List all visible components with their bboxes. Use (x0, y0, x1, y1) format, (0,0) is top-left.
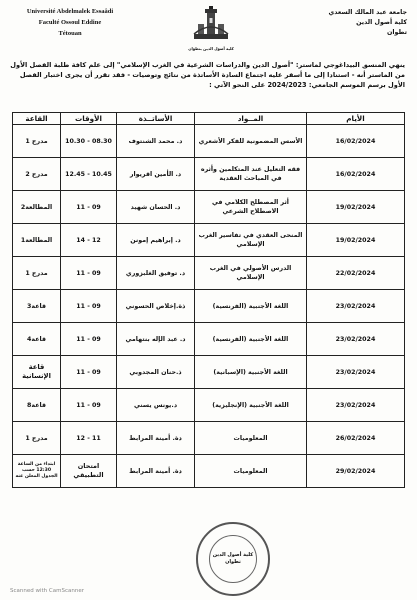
date-cell: 19/02/2024 (307, 224, 405, 257)
subject-cell: فقه التعليل عند المتكلمين وأثره في المباحث العقدية (195, 158, 307, 191)
professor-cell: د. الأمين اقريوار (117, 158, 195, 191)
table-header-row (13, 113, 405, 125)
logo-caption: كلية أصول الدين بتطوان (188, 46, 234, 51)
room-cell: مدرج 2 (13, 158, 61, 191)
professor-cell: دة. أمينة المرابط (117, 422, 195, 455)
date-cell: 23/02/2024 (307, 290, 405, 323)
time-cell: 09 - 11 (61, 257, 117, 290)
official-stamp (196, 522, 270, 596)
table-row (13, 323, 405, 356)
professor-cell: د. إبراهيم إمونن (117, 224, 195, 257)
professor-cell: د. محمد الشنتوف (117, 125, 195, 158)
professor-cell: د.يونس يسني (117, 389, 195, 422)
date-cell: 16/02/2024 (307, 158, 405, 191)
professor-cell: د. توفيق الغلبزوري (117, 257, 195, 290)
room-cell: قاعة الإنسانية (13, 356, 61, 389)
minaret-logo-icon (180, 6, 242, 42)
room-cell: ابتداء من الساعة 12:30 حسب الجدول المعلن عنه (13, 455, 61, 488)
header-days: الأيام (307, 113, 405, 125)
header-room: القاعة (13, 113, 61, 125)
room-cell: قاعة3 (13, 290, 61, 323)
header-subjects: المــواد (195, 113, 307, 125)
time-cell: 08.30 - 10.30 (61, 125, 117, 158)
professor-cell: دة. أمينة المرابط (117, 455, 195, 488)
subject-cell: اللغة الأجنبية (الفرنسية) (195, 323, 307, 356)
header-right-arabic (297, 8, 407, 38)
faculty-logo (180, 6, 242, 50)
subject-cell: اللغة الأجنبية (الإسبانية) (195, 356, 307, 389)
table-row (13, 257, 405, 290)
date-cell: 23/02/2024 (307, 389, 405, 422)
time-cell: امتحان التطبيقي (61, 455, 117, 488)
date-cell: 23/02/2024 (307, 323, 405, 356)
room-cell: قاعة8 (13, 389, 61, 422)
header-professors: الأساتــذة (117, 113, 195, 125)
date-cell: 22/02/2024 (307, 257, 405, 290)
date-cell: 19/02/2024 (307, 191, 405, 224)
subject-cell: الأسس المضمونية للفكر الأشعري (195, 125, 307, 158)
table-row (13, 290, 405, 323)
city-name-ar: تطوان (387, 29, 407, 36)
table-row (13, 455, 405, 488)
university-name-ar: جامعة عبد المالك السعدي (328, 9, 407, 16)
table-row (13, 158, 405, 191)
professor-cell: د. الحسان شهيد (117, 191, 195, 224)
room-cell: المطالعة2 (13, 191, 61, 224)
table-row (13, 422, 405, 455)
time-cell: 12 - 14 (61, 224, 117, 257)
subject-cell: اللغة الأجنبية (الفرنسية) (195, 290, 307, 323)
exam-schedule-table (12, 112, 405, 488)
table-row (13, 191, 405, 224)
time-cell: 09 - 11 (61, 191, 117, 224)
subject-cell: المعلوميات (195, 422, 307, 455)
table-row (13, 125, 405, 158)
date-cell: 29/02/2024 (307, 455, 405, 488)
scanner-watermark: Scanned with CamScanner (10, 588, 84, 594)
professor-cell: د. عبد الإله بنتهامي (117, 323, 195, 356)
date-cell: 16/02/2024 (307, 125, 405, 158)
header-times: الأوقات (61, 113, 117, 125)
time-cell: 11 - 12 (61, 422, 117, 455)
room-cell: قاعة4 (13, 323, 61, 356)
room-cell: المطالعة1 (13, 224, 61, 257)
time-cell: 10.45 - 12.45 (61, 158, 117, 191)
room-cell: مدرج 1 (13, 422, 61, 455)
date-cell: 26/02/2024 (307, 422, 405, 455)
header-left-french (10, 6, 130, 39)
subject-cell: المعلوميات (195, 455, 307, 488)
subject-cell: المنحى العقدي في تفاسير الغرب الإسلامي (195, 224, 307, 257)
faculty-name-fr: Faculté Ossoul Eddine (38, 19, 102, 26)
city-name-fr: Tétouan (58, 30, 82, 37)
time-cell: 09 - 11 (61, 323, 117, 356)
university-name-fr: Université Abdelmalek Essaâdi (26, 8, 114, 15)
table-row (13, 224, 405, 257)
time-cell: 09 - 11 (61, 290, 117, 323)
subject-cell: الدرس الأصولي في الغرب الإسلامي (195, 257, 307, 290)
room-cell: مدرج 1 (13, 257, 61, 290)
table-row (13, 356, 405, 389)
table-row (13, 389, 405, 422)
subject-cell: اللغة الأجنبية (الإنجليزية) (195, 389, 307, 422)
time-cell: 09 - 11 (61, 389, 117, 422)
announcement-intro: ينهي المنسق البيداغوجي لماستر: "أصول الدين والدراسات الشرعية في الغرب الإسلامي" إلى علم كافة طلبة الفصل الأول من الماستر أنه - استنادا إلى ما أسفر عليه اجتماع السادة الأساتذة من نتائج وتوصيات - فقد تقرر أن يجرى اختبار الفصل الأول برسم الموسم الجامعي: 2024/2023 على النحو الآتي : (10, 61, 405, 89)
subject-cell: أثر المصطلح الكلامي في الاصطلاح الشرعي (195, 191, 307, 224)
faculty-name-ar: كلية أصول الدين (356, 19, 407, 26)
stamp-text: كلية أصول الدين تطوان (209, 535, 257, 583)
time-cell: 09 - 11 (61, 356, 117, 389)
date-cell: 23/02/2024 (307, 356, 405, 389)
professor-cell: ذ.حنان المجدوبي (117, 356, 195, 389)
room-cell: مدرج 1 (13, 125, 61, 158)
professor-cell: ذة.إخلاص الحسوني (117, 290, 195, 323)
